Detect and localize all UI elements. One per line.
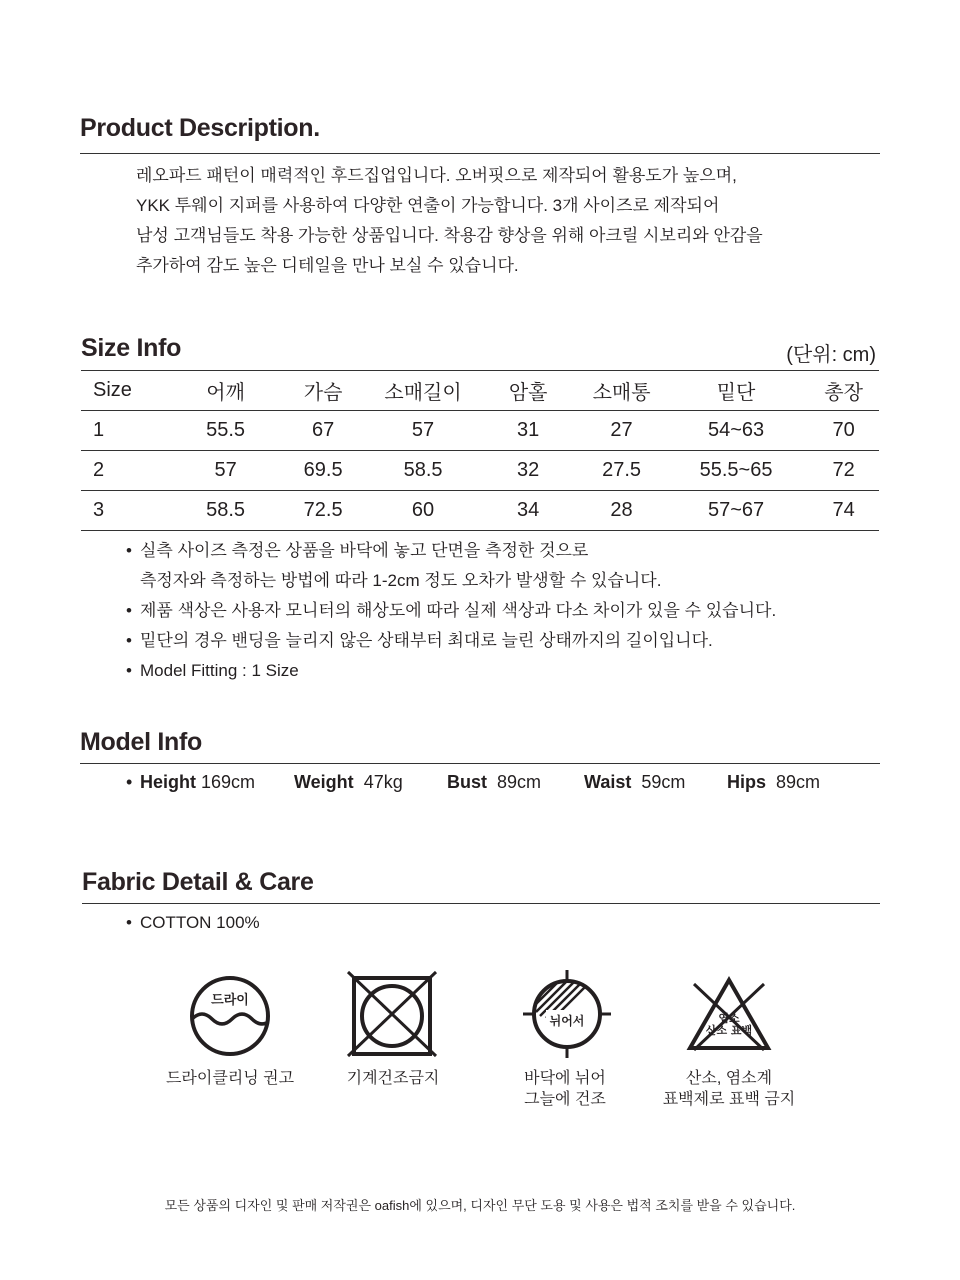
bullet: • xyxy=(126,661,132,680)
table-cell: 69.5 xyxy=(277,451,369,491)
table-cell: 67 xyxy=(277,411,369,451)
note-item: 측정자와 측정하는 방법에 따라 1-2cm 정도 오차가 발생할 수 있습니다. xyxy=(140,571,662,590)
size-table xyxy=(81,370,879,531)
table-cell: 27 xyxy=(579,411,664,451)
care-label-dry-flat-shade: 바닥에 뉘어 그늘에 건조 xyxy=(524,1070,606,1108)
table-row xyxy=(81,451,879,491)
table-row xyxy=(81,491,879,531)
table-cell: 72.5 xyxy=(277,491,369,531)
description-line: 추가하여 감도 높은 디테일을 만나 보실 수 있습니다. xyxy=(136,256,519,275)
note-item: • 밑단의 경우 밴딩을 늘리지 않은 상태부터 최대로 늘린 상태까지의 길이입니다. xyxy=(126,626,776,656)
divider xyxy=(82,903,880,904)
size-notes xyxy=(126,536,776,686)
bullet: • xyxy=(126,631,132,650)
copyright-notice: 모든 상품의 디자인 및 판매 저작권은 oafish에 있으며, 디자인 무단 도용 및 사용은 법적 조치를 받을 수 있습니다. xyxy=(164,1198,796,1213)
table-cell: 54~63 xyxy=(664,411,808,451)
product-description-title: Product Description. xyxy=(80,114,320,142)
model-info-title: Model Info xyxy=(80,728,202,756)
fabric-composition: • COTTON 100% xyxy=(126,911,260,935)
dry-flat-shade-icon xyxy=(522,968,612,1060)
table-header: 어깨 xyxy=(174,371,277,411)
icon-text: 뉘어서 xyxy=(549,1014,585,1028)
model-height: • Height 169cm xyxy=(126,772,256,792)
bullet: • xyxy=(126,601,132,620)
description-line: 남성 고객님들도 착용 가능한 상품입니다. 착용감 향상을 위해 아크릴 시보리와 안감을 xyxy=(136,226,763,245)
table-row xyxy=(81,411,879,451)
table-cell: 58.5 xyxy=(369,451,477,491)
bullet: • xyxy=(126,772,133,792)
note-item: • 실측 사이즈 측정은 상품을 바닥에 놓고 단면을 측정한 것으로 xyxy=(126,536,776,566)
icon-text: 염소 xyxy=(718,1012,740,1025)
model-weight: Weight 47kg xyxy=(294,772,403,792)
table-header: 총장 xyxy=(808,371,879,411)
table-header: 소매통 xyxy=(579,371,664,411)
dry-clean-icon xyxy=(188,974,272,1058)
table-cell: 57~67 xyxy=(664,491,808,531)
note-item: • 제품 색상은 사용자 모니터의 해상도에 따라 실제 색상과 다소 차이가 있을 수 있습니다. xyxy=(126,596,776,626)
care-label-dry-clean: 드라이클리닝 권고 xyxy=(165,1070,295,1087)
table-cell: 57 xyxy=(369,411,477,451)
table-cell: 74 xyxy=(808,491,879,531)
table-header: 가슴 xyxy=(277,371,369,411)
table-cell: 27.5 xyxy=(579,451,664,491)
description-line: 레오파드 패턴이 매력적인 후드집업입니다. 오버핏으로 제작되어 활용도가 높으며, xyxy=(136,166,737,185)
bullet: • xyxy=(126,541,132,560)
no-tumble-dry-icon xyxy=(346,970,438,1058)
model-hips: Hips 89cm xyxy=(727,772,821,792)
icon-text: 산소 표백 xyxy=(705,1024,753,1037)
size-info-title: Size Info xyxy=(81,334,182,362)
size-unit: (단위: cm) xyxy=(786,344,876,366)
model-info-row xyxy=(126,772,886,798)
icon-text: 드라이 xyxy=(211,993,249,1008)
product-description-text xyxy=(136,161,763,281)
table-cell: 70 xyxy=(808,411,879,451)
model-bust: Bust 89cm xyxy=(447,772,542,792)
table-cell: 31 xyxy=(477,411,579,451)
care-label-no-tumble-dry: 기계건조금지 xyxy=(346,1070,440,1087)
description-line: YKK 투웨이 지퍼를 사용하여 다양한 연출이 가능합니다. 3개 사이즈로 제작되어 xyxy=(136,196,720,215)
table-header: Size xyxy=(81,371,174,411)
care-label-no-bleach: 산소, 염소계 표백제로 표백 금지 xyxy=(662,1070,796,1108)
table-cell: 55.5~65 xyxy=(664,451,808,491)
table-header-row xyxy=(81,371,879,411)
fabric-title: Fabric Detail & Care xyxy=(82,868,314,896)
table-cell: 34 xyxy=(477,491,579,531)
table-cell: 55.5 xyxy=(174,411,277,451)
note-item: • Model Fitting : 1 Size xyxy=(126,656,776,686)
table-header: 밑단 xyxy=(664,371,808,411)
table-cell: 2 xyxy=(81,451,174,491)
table-cell: 32 xyxy=(477,451,579,491)
table-cell: 60 xyxy=(369,491,477,531)
divider xyxy=(80,763,880,764)
table-cell: 3 xyxy=(81,491,174,531)
table-cell: 58.5 xyxy=(174,491,277,531)
model-waist: Waist 59cm xyxy=(584,772,686,792)
divider xyxy=(80,153,880,154)
no-bleach-icon xyxy=(684,974,774,1054)
table-header: 소매길이 xyxy=(369,371,477,411)
table-header: 암홀 xyxy=(477,371,579,411)
table-cell: 28 xyxy=(579,491,664,531)
table-cell: 72 xyxy=(808,451,879,491)
table-cell: 57 xyxy=(174,451,277,491)
bullet: • xyxy=(126,913,132,932)
table-cell: 1 xyxy=(81,411,174,451)
